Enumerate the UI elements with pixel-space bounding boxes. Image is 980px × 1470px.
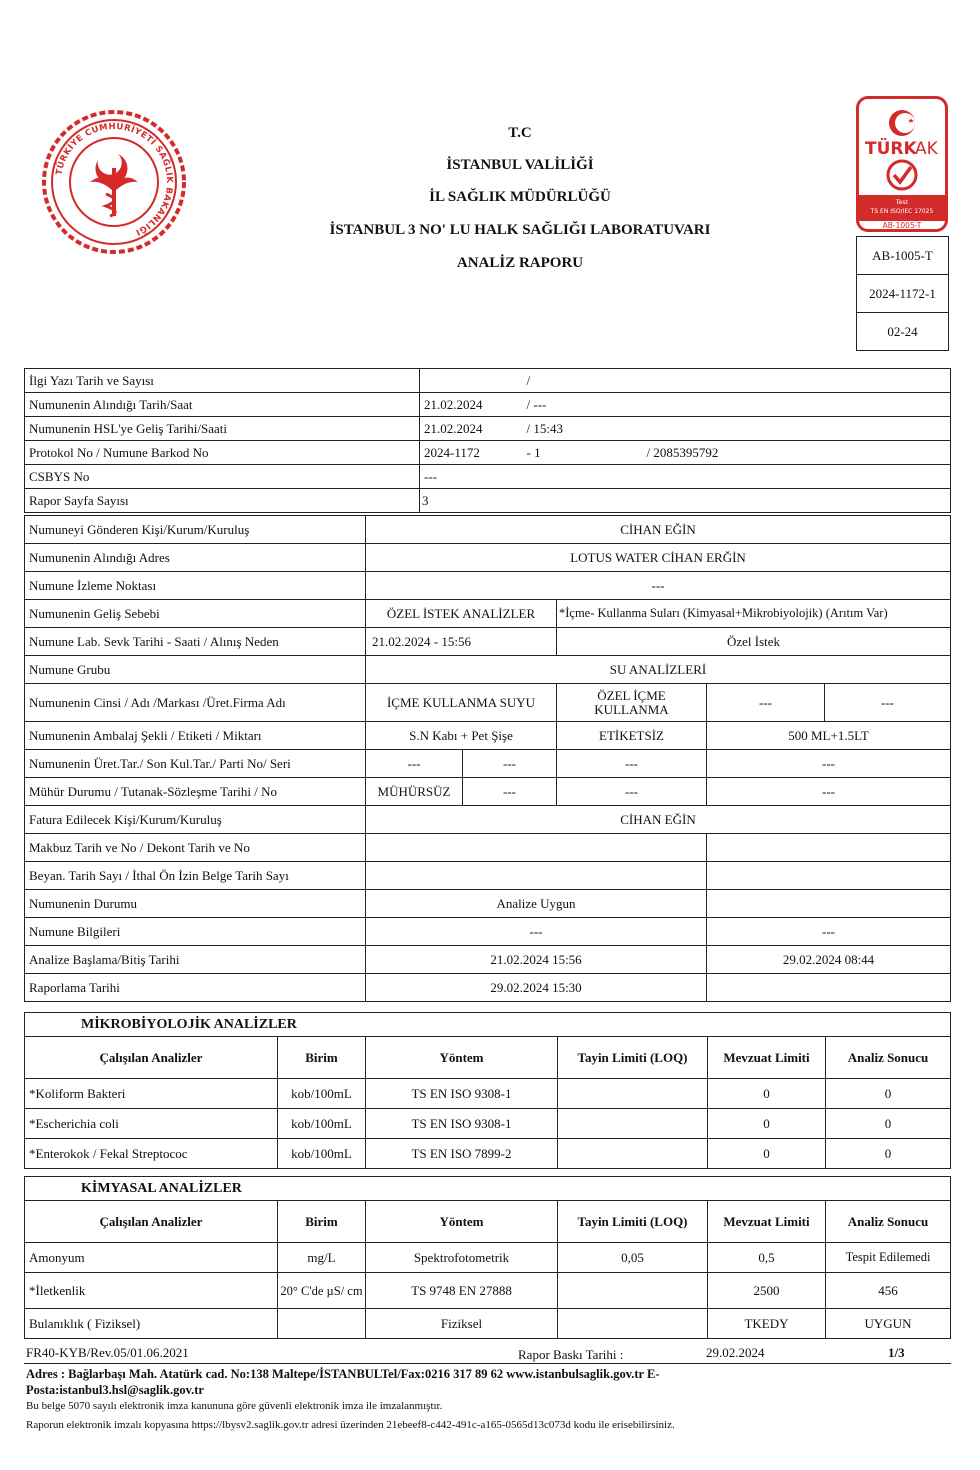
protocol-code: 2024-1172-1: [857, 275, 948, 313]
svg-text:TS EN ISO/IEC 17025: TS EN ISO/IEC 17025: [870, 208, 934, 215]
sender-value: CİHAN EĞİN: [366, 516, 951, 544]
table-row: Protokol No / Numune Barkod No 2024-1172 - 1 / 2085395792: [25, 441, 951, 465]
svg-text:AB-1005-T: AB-1005-T: [882, 221, 922, 229]
table-row: Numune Lab. Sevk Tarihi - Saati / Alınış Neden 21.02.2024 - 15:56 Özel İstek: [25, 628, 951, 656]
microbiology-table: [24, 1012, 951, 1169]
header-directorate: İL SAĞLIK MÜDÜRLÜĞÜ: [429, 189, 611, 205]
info-label: Rapor Sayfa Sayısı: [25, 489, 420, 513]
table-row: Beyan. Tarih Sayı / İthal Ön İzin Belge Tarih Sayı: [25, 862, 951, 890]
table-row: Numunenin Geliş Sebebi ÖZEL İSTEK ANALİZLER *İçme- Kullanma Suları (Kimyasal+Mikrobiyolojik) (Arıtım Var): [25, 600, 951, 628]
section-title: KİMYASAL ANALİZLER: [25, 1177, 951, 1201]
sample-info-table: [24, 515, 951, 1002]
chemistry-table: [24, 1176, 951, 1339]
svg-text:Test: Test: [895, 198, 909, 206]
header-lab: İSTANBUL 3 NO' LU HALK SAĞLIĞI LABORATUVARI: [329, 222, 711, 238]
info-label: Numunenin HSL'ye Geliş Tarihi/Saati: [25, 417, 420, 441]
info-label: CSBYS No: [25, 465, 420, 489]
table-row: Rapor Sayfa Sayısı 3: [25, 489, 951, 513]
table-row: Numunenin Durumu Analize Uygun: [25, 890, 951, 918]
footer-divider: [24, 1363, 951, 1364]
table-row: Numune Grubu SU ANALİZLERİ: [25, 656, 951, 684]
table-row: Bulanıklık ( Fiziksel) Fiziksel TKEDY UYGUN: [25, 1309, 951, 1339]
footer-address: Adres : Bağlarbaşı Mah. Atatürk cad. No:138 Maltepe/İSTANBULTel/Fax:0216 317 89 62 www.istanbulsaglik.gov.tr E-Posta:istanbul3.hsl@saglik.gov.tr: [26, 1367, 660, 1397]
svg-text:TÜRK: TÜRK: [865, 139, 917, 159]
table-row: *Enterokok / Fekal Streptococ kob/100mL TS EN ISO 7899-2 0 0: [25, 1139, 951, 1169]
turkak-logo: [856, 96, 948, 232]
info-label: İlgi Yazı Tarih ve Sayısı: [25, 369, 420, 393]
table-row: Makbuz Tarih ve No / Dekont Tarih ve No: [25, 834, 951, 862]
ministry-logo: [40, 108, 188, 256]
svg-text:TÜRKİYE CUMHURİYETİ SAĞLIK BAK: TÜRKİYE CUMHURİYETİ SAĞLIK BAKANLIĞI: [54, 121, 175, 238]
header-governorship: İSTANBUL VALİLİĞİ: [446, 157, 594, 173]
period-code: 02-24: [887, 324, 918, 339]
section-title: MİKROBİYOLOJİK ANALİZLER: [25, 1013, 951, 1037]
accreditation-code: AB-1005-T: [857, 237, 948, 275]
form-code: FR40-KYB/Rev.05/01.06.2021: [26, 1345, 189, 1360]
table-row: İlgi Yazı Tarih ve Sayısı /: [25, 369, 951, 393]
table-row: Mühür Durumu / Tutanak-Sözleşme Tarihi / No MÜHÜRSÜZ --- --- ---: [25, 778, 951, 806]
table-row: Numune Bilgileri --- ---: [25, 918, 951, 946]
table-row: Numunenin HSL'ye Geliş Tarihi/Saati 21.02.2024 / 15:43: [25, 417, 951, 441]
svg-text:AK: AK: [915, 139, 938, 159]
info-label: Numunenin Alındığı Tarih/Saat: [25, 393, 420, 417]
print-date: 29.02.2024: [706, 1345, 765, 1360]
table-row: Amonyum mg/L Spektrofotometrik 0,05 0,5 Tespit Edilemedi: [25, 1243, 951, 1273]
table-row: Numunenin Alındığı Adres LOTUS WATER CİHAN ERĞİN: [25, 544, 951, 572]
table-row: Numunenin Alındığı Tarih/Saat 21.02.2024 / ---: [25, 393, 951, 417]
page-number: 1/3: [888, 1345, 905, 1360]
print-date-label: Rapor Baskı Tarihi :: [518, 1347, 624, 1362]
table-row: *Escherichia coli kob/100mL TS EN ISO 9308-1 0 0: [25, 1109, 951, 1139]
header-tc: T.C: [508, 125, 532, 141]
table-row: Numune İzleme Noktası ---: [25, 572, 951, 600]
table-row: Raporlama Tarihi 29.02.2024 15:30: [25, 974, 951, 1002]
info-label: Protokol No / Numune Barkod No: [25, 441, 420, 465]
table-row: Numuneyi Gönderen Kişi/Kurum/Kuruluş CİHAN EĞİN: [25, 516, 951, 544]
reference-info-table: [24, 368, 951, 513]
table-row: *Koliform Bakteri kob/100mL TS EN ISO 9308-1 0 0: [25, 1079, 951, 1109]
table-row: Numunenin Üret.Tar./ Son Kul.Tar./ Parti No/ Seri --- --- --- ---: [25, 750, 951, 778]
table-row: Analize Başlama/Bitiş Tarihi 21.02.2024 15:56 29.02.2024 08:44: [25, 946, 951, 974]
header-report-title: ANALİZ RAPORU: [456, 255, 584, 271]
accreditation-codes: [856, 236, 949, 351]
table-header: Çalışılan Analizler Birim Yöntem Tayin Limiti (LOQ) Mevzuat Limiti Analiz Sonucu: [25, 1037, 951, 1079]
table-row: *İletkenlik 20° C'de µS/ cm TS 9748 EN 27888 2500 456: [25, 1273, 951, 1309]
table-row: Numunenin Ambalaj Şekli / Etiketi / Miktarı S.N Kabı + Pet Şişe ETİKETSİZ 500 ML+1.5LT: [25, 722, 951, 750]
table-row: CSBYS No ---: [25, 465, 951, 489]
address-value: LOTUS WATER CİHAN ERĞİN: [366, 544, 951, 572]
table-header: Çalışılan Analizler Birim Yöntem Tayin Limiti (LOQ) Mevzuat Limiti Analiz Sonucu: [25, 1201, 951, 1243]
table-row: Fatura Edilecek Kişi/Kurum/Kuruluş CİHAN EĞİN: [25, 806, 951, 834]
table-row: Numunenin Cinsi / Adı /Markası /Üret.Firma Adı İÇME KULLANMA SUYU ÖZEL İÇME KULLANMA --- ---: [25, 684, 951, 722]
esign-notice: Bu belge 5070 sayılı elektronik imza kanununa göre güvenli elektronik imza ile imzalanmıştır.: [26, 1400, 443, 1412]
esign-link-notice: Raporun elektronik imzalı kopyasına https://lbysv2.saglik.gov.tr adresi üzerinden 21ebeef8-c442-491c-a165-0565d13c073d kodu ile erisebilirsiniz.: [26, 1419, 675, 1431]
